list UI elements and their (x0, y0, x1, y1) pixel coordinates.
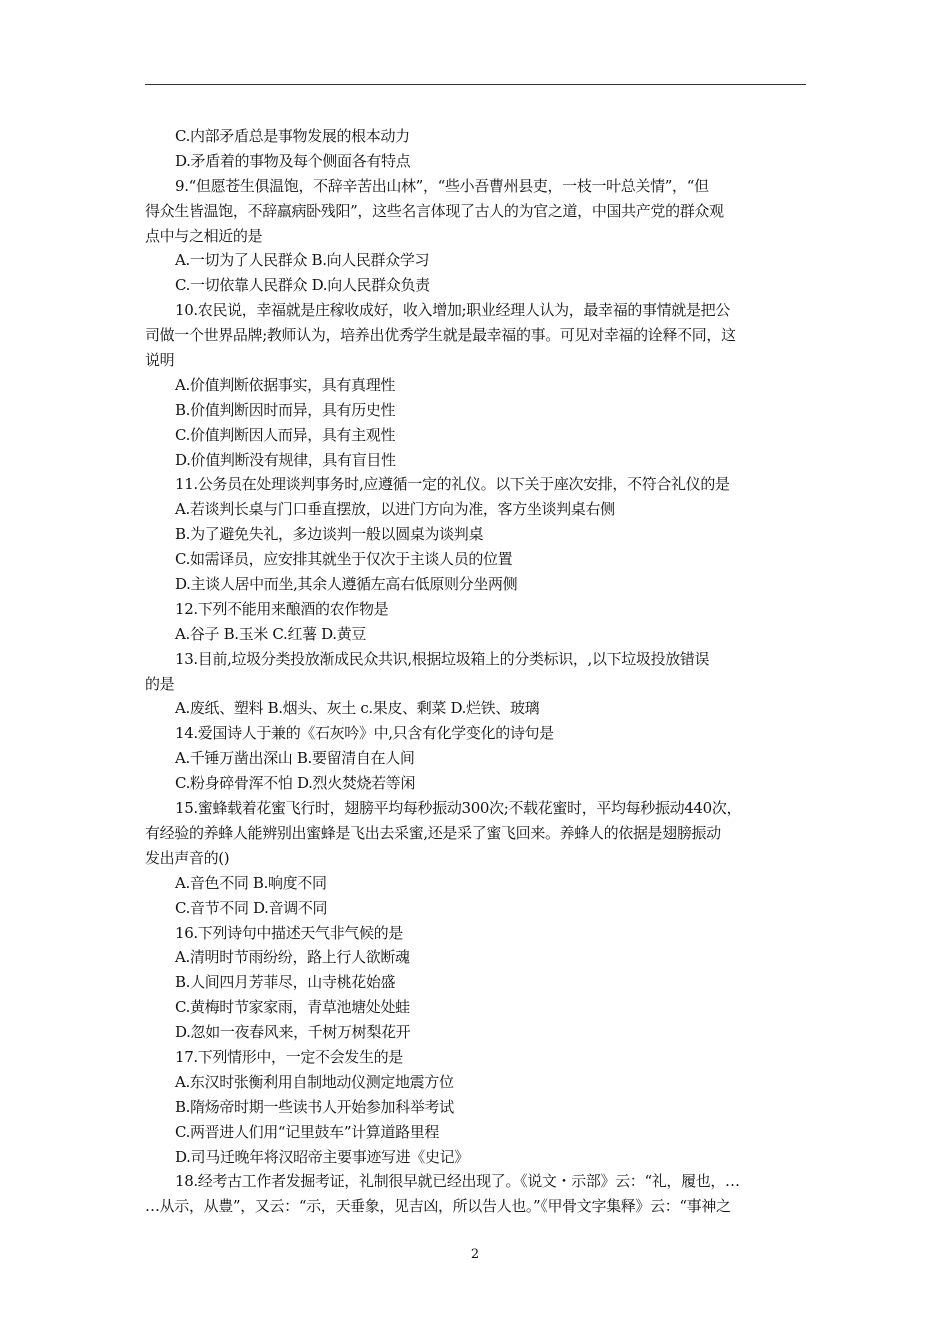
text-line: A.价值判断依据事实，具有真理性 (175, 375, 396, 394)
text-line: A.千锤万凿出深山 B.要留清自在人间 (175, 749, 415, 768)
text-line: 13.目前,垃圾分类投放渐成民众共识,根据垃圾箱上的分类标识，,以下垃圾投放错误 (175, 649, 710, 668)
text-line: C.如需译员，应安排其就坐于仅次于主谈人员的位置 (175, 550, 513, 569)
document-body (145, 124, 806, 1219)
text-line: C.一切依靠人民群众 D.向人民群众负责 (175, 276, 430, 295)
text-line: A.东汉时张衡利用自制地动仪测定地震方位 (175, 1072, 454, 1091)
text-line: 9.“但愿苍生俱温饱，不辞辛苦出山林”，“些小吾曹州县吏，一枝一叶总关情”，“但 (175, 176, 709, 195)
text-line: 16.下列诗句中描述天气非气候的是 (175, 923, 403, 942)
text-line: C.粉身碎骨浑不怕 D.烈火焚烧若等闲 (175, 774, 416, 793)
text-line: 10.农民说，幸福就是庄稼收成好，收入增加;职业经理人认为，最幸福的事情就是把公 (175, 301, 730, 320)
text-line: B.隋炀帝时期一些读书人开始参加科举考试 (175, 1097, 454, 1116)
text-line: 司做一个世界品牌;教师认为，培养出优秀学生就是最幸福的事。可见对幸福的诠释不同，这 (145, 326, 736, 345)
text-line: B.价值判断因时而异，具有历史性 (175, 400, 396, 419)
text-line: 14.爱国诗人于兼的《石灰吟》中,只含有化学变化的诗句是 (175, 724, 554, 743)
text-line: 点中与之相近的是 (145, 226, 263, 245)
text-line: B.为了避免失礼，多边谈判一般以圆桌为谈判桌 (175, 525, 484, 544)
text-line: 的是 (145, 674, 175, 693)
header-rule (145, 84, 806, 85)
text-line: A.谷子 B.玉米 C.红薯 D.黄豆 (175, 624, 367, 643)
text-line: B.人间四月芳菲尽，山寺桃花始盛 (175, 973, 396, 992)
text-line: 说明 (145, 351, 175, 370)
text-line: 17.下列情形中，一定不会发生的是 (175, 1047, 403, 1066)
text-line: 有经验的养蜂人能辨别出蜜蜂是飞出去采蜜,还是采了蜜飞回来。养蜂人的依据是翅膀振动 (145, 823, 721, 842)
text-line: D.司马迁晚年将汉昭帝主要事迹写进《史记》 (175, 1147, 469, 1166)
text-line: C.黄梅时节家家雨，青草池塘处处蛙 (175, 998, 410, 1017)
text-line: C.价值判断因人而异，具有主观性 (175, 425, 396, 444)
text-line: A.若谈判长桌与门口垂直摆放，以进门方向为准，客方坐谈判桌右侧 (175, 500, 615, 519)
text-line: C.音节不同 D.音调不同 (175, 898, 328, 917)
text-line: 11.公务员在处理谈判事务时,应遵循一定的礼仪。以下关于座次安排，不符合礼仪的是 (175, 475, 730, 494)
text-line: C.两晋进人们用“记里鼓车”计算道路里程 (175, 1122, 440, 1141)
text-line: 发出声音的() (145, 848, 230, 867)
text-line: A.废纸、塑料 B.烟头、灰土 c.果皮、剩菜 D.烂铁、玻璃 (175, 699, 540, 718)
text-line: 18.经考古工作者发掘考证，礼制很早就已经出现了。《说文・示部》云：“礼，履也，… (175, 1172, 740, 1191)
text-line: 15.蜜蜂载着花蜜飞行时，翅膀平均每秒振动300次;不载花蜜时，平均每秒振动440次， (175, 799, 742, 818)
text-line: C.内部矛盾总是事物发展的根本动力 (175, 127, 410, 145)
text-line: 得众生皆温饱，不辞羸病卧残阳”，这些名言体现了古人的为官之道，中国共产党的群众观 (145, 201, 724, 220)
text-line: 12.下列不能用来酿酒的农作物是 (175, 599, 389, 618)
text-line: D.主谈人居中而坐,其余人遵循左高右低原则分坐两侧 (175, 575, 518, 594)
text-line: D.价值判断没有规律，具有盲目性 (175, 450, 396, 469)
text-line: D.忽如一夜春风来，千树万树梨花开 (175, 1023, 411, 1042)
text-line: A.音色不同 B.响度不同 (175, 873, 327, 892)
page-number: 2 (470, 1247, 480, 1262)
text-line: A.一切为了人民群众 B.向人民群众学习 (175, 251, 430, 270)
text-line: D.矛盾着的事物及每个侧面各有特点 (175, 151, 411, 170)
text-line: …从示，从豊”，又云：“示，天垂象，见吉凶，所以告人也。”《甲骨文字集释》云：“事神之 (145, 1197, 731, 1216)
text-line: A.清明时节雨纷纷，路上行人欲断魂 (175, 948, 410, 967)
